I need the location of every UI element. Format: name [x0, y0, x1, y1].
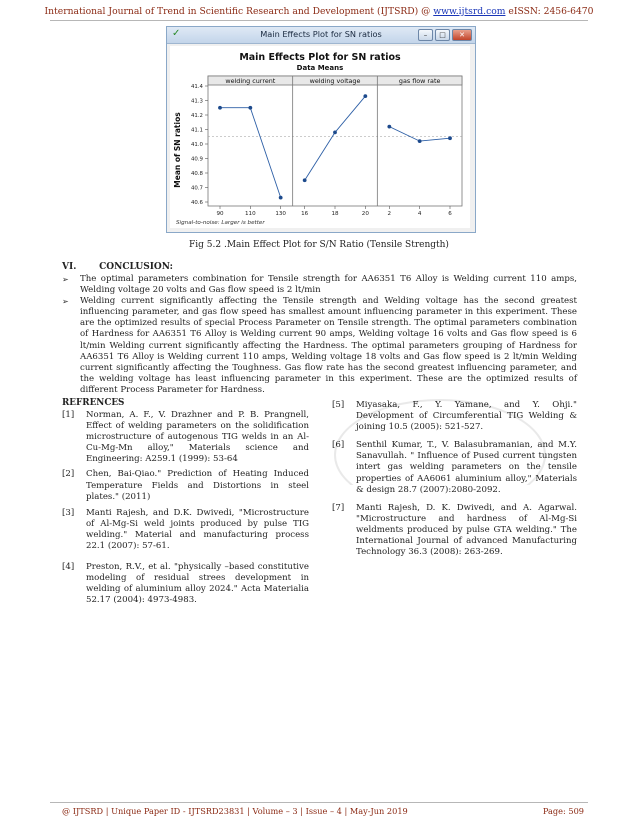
footer-divider: [50, 802, 588, 803]
reference-text: Senthil Kumar, T., V. Balasubramanian, and M.Y. Sanavullah. " Influence of Pused current tungsten intert gas welding parameters on the tensile properties of AA6061 aluminium alloy," Materials & design 28.7 (2007):2080-2092.: [356, 440, 577, 495]
y-tick-label: 40.6: [190, 200, 203, 206]
data-point: [333, 131, 337, 135]
page-number: Page: 509: [542, 806, 584, 816]
x-tick-label: 90: [216, 211, 224, 217]
panel-label: welding voltage: [309, 77, 361, 85]
data-point: [248, 106, 252, 110]
reference-item: [332, 440, 577, 495]
maximize-button[interactable]: □: [435, 29, 450, 41]
page-footer: [62, 806, 584, 816]
data-point: [387, 125, 391, 129]
chart-note: Signal-to-noise: Larger is better: [176, 220, 265, 226]
figure-caption: Fig 5.2 .Main Effect Plot for S/N Ratio (Tensile Strength): [189, 240, 449, 250]
journal-issn: eISSN: 2456-6470: [508, 6, 594, 17]
reference-number: [1]: [62, 410, 75, 420]
section-heading: [62, 262, 173, 272]
close-button[interactable]: ✕: [452, 29, 472, 41]
chart-subtitle: Data Means: [296, 64, 344, 72]
check-icon: ✓: [172, 28, 181, 39]
y-tick-label: 40.7: [190, 185, 203, 192]
x-tick-label: 4: [417, 211, 422, 217]
references-right-column: [332, 400, 577, 558]
section-number: VI.: [62, 262, 77, 272]
reference-number: [3]: [62, 507, 75, 518]
y-tick-label: 40.9: [190, 156, 203, 163]
reference-item: [62, 562, 309, 606]
panel-label: welding current: [225, 77, 276, 85]
window-titlebar[interactable]: [167, 27, 475, 44]
journal-header: [0, 6, 638, 17]
conclusion-list: [62, 274, 577, 396]
header-divider: [50, 20, 588, 21]
reference-item: [62, 469, 309, 502]
chart-title: Main Effects Plot for SN ratios: [239, 52, 401, 63]
x-tick-label: 16: [301, 211, 309, 217]
reference-number: [6]: [332, 440, 345, 451]
x-tick-label: 18: [331, 211, 339, 217]
x-tick-label: 20: [361, 211, 369, 217]
arrow-bullet-icon: ➢: [62, 297, 69, 307]
reference-item: [332, 503, 577, 558]
journal-name: International Journal of Trend in Scientific Research and Development (IJTSRD) @: [44, 6, 431, 17]
data-point: [448, 136, 452, 140]
bullet-text: Welding current significantly affecting the Tensile strength and Welding voltage has the second greatest influencing parameter, and gas flow speed has smallest amount influencing parameter in this experiment. These are the optimized results of special Process Parameter on Tensile strength. The optimal parameters combination of Hardness for AA6351 T6 Alloy is Welding current 90 amps, Welding voltage 16 volts and Gas flow speed is 6 lt/min Welding current significantly affecting the Hardness. The optimal parameters grouping of Hardness for AA6351 T6 Alloy is Welding current 110 amps, Welding voltage 18 volts and Gas flow speed is 2 lt/min Welding current significantly affecting the Toughness. Gas flow rate has the second greatest influencing parameter, and the welding voltage has least influencing parameter in this experiment. These are the optimized results of different Process Parameter for Hardness.: [80, 296, 577, 395]
journal-link[interactable]: www.ijtsrd.com: [433, 6, 506, 17]
reference-text: Manti Rajesh, and D.K. Dwivedi, "Microstructure of Al-Mg-Si weld joints produced by pulse TIG welding." Material and manufacturing process 22.1 (2007): 57-61.: [86, 507, 309, 552]
plot-window: [166, 26, 476, 233]
references-heading: REFRENCES: [62, 398, 125, 408]
reference-text: Chen, Bai-Qiao." Prediction of Heating Induced Temperature Fields and Distortions in steel plates." (2011): [86, 469, 309, 502]
reference-text: Manti Rajesh, D. K. Dwivedi, and A. Agarwal. "Microstructure and hardness of Al-Mg-Si weldments produced by pulse GTA welding." The International Journal of advanced Manufacturing Technology 36.3 (2008): 263-269.: [356, 502, 577, 558]
y-tick-label: 41.1: [190, 127, 203, 134]
y-tick-label: 41.2: [190, 113, 203, 119]
reference-text: Miyasaka, F., Y. Yamane, and Y. Ohji." Development of Circumferential TIG Welding & joining 10.5 (2005): 521-527.: [356, 400, 577, 433]
data-point: [418, 139, 422, 143]
x-tick-label: 130: [275, 211, 287, 217]
x-tick-label: 110: [244, 211, 256, 217]
reference-item: [62, 410, 309, 465]
data-point: [363, 94, 367, 98]
y-tick-label: 40.8: [190, 171, 203, 177]
y-tick-label: 41.3: [190, 98, 203, 105]
reference-item: [62, 508, 309, 552]
minimize-button[interactable]: –: [418, 29, 433, 41]
references-left-column: [62, 410, 309, 607]
x-tick-label: 6: [448, 211, 452, 217]
list-item: [62, 274, 577, 296]
section-title: CONCLUSION:: [99, 262, 173, 272]
reference-number: [2]: [62, 469, 75, 480]
list-item: [62, 296, 577, 396]
data-point: [303, 178, 307, 182]
x-tick-label: 2: [387, 211, 392, 217]
window-title: Main Effects Plot for SN ratios: [260, 29, 382, 39]
y-axis-label: Mean of SN ratios: [173, 112, 182, 188]
reference-item: [332, 400, 577, 433]
plot-area: [170, 46, 470, 228]
main-effects-chart: [170, 46, 470, 228]
y-tick-label: 41.4: [190, 84, 203, 90]
bullet-text: The optimal parameters combination for Tensile strength for AA6351 T6 Alloy is Welding current 110 amps, Welding voltage 20 volts and Gas flow speed is 2 lt/min: [80, 274, 577, 296]
arrow-bullet-icon: ➢: [62, 275, 69, 284]
reference-number: [5]: [332, 400, 345, 410]
data-point: [279, 196, 283, 200]
reference-number: [7]: [332, 502, 345, 513]
panel-label: gas flow rate: [398, 77, 441, 85]
data-point: [218, 106, 222, 110]
footer-info: @ IJTSRD | Unique Paper ID - IJTSRD23831 | Volume – 3 | Issue – 4 | May-Jun 2019: [62, 806, 408, 816]
reference-text: Preston, R.V., et al. "physically –based constitutive modeling of residual strees development in welding of aluminium alloy 2024." Acta Materialia 52.17 (2004): 4973-4983.: [86, 562, 309, 606]
y-tick-label: 41.0: [190, 142, 203, 148]
reference-text: Norman, A. F., V. Drazhner and P. B. Prangnell, Effect of welding parameters on the solidification microstructure of autogenous TIG welds in an Al-Cu-Mg-Mn alloy," Materials science and Engineering: A259.1 (1999): 53-64: [86, 410, 309, 465]
reference-number: [4]: [62, 562, 75, 573]
